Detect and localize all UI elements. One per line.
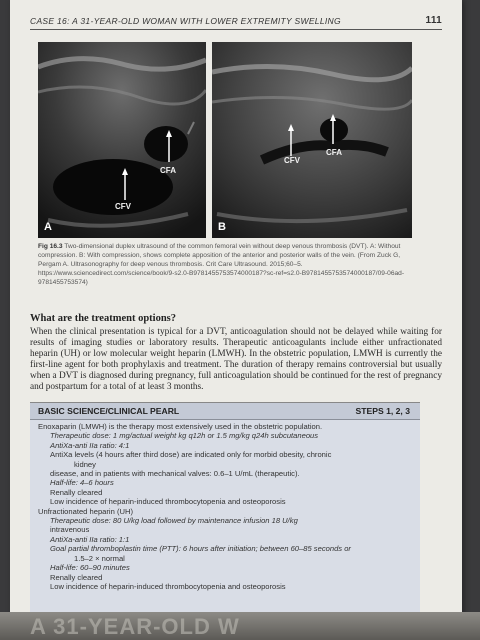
next-page-text: A 31-YEAR-OLD W [30, 614, 240, 639]
running-header [30, 15, 442, 30]
section-heading: What are the treatment options? [30, 313, 177, 324]
pearl-box-body [38, 422, 410, 591]
caption-text: Two-dimensional duplex ultrasound of the common femoral vein without deep venous thrombosis (DVT). A: Without compression. B: With compression, shows complete apposition of the anterior and posterior walls of the vein. (From Zuck G, Pergam A. Ultrasonography for deep venous thrombosis. Crit Care Ultrasound. 2015;60–5. https://www.sciencedirect.com/science/book/9-s2.0-B9781455753574000187?sc-ref=s2.0-B9781455753574000187/09-06ad-9781455753574) [38, 243, 405, 286]
pearl-line: Unfractionated heparin (UH) [38, 506, 133, 516]
pearl-line: Half-life: 60–90 minutes [50, 563, 130, 573]
pearl-line: kidney [74, 459, 96, 469]
header-title: CASE 16: A 31-YEAR-OLD WOMAN WITH LOWER EXTREMITY SWELLING [30, 16, 341, 26]
label-cfv-b: CFV [284, 156, 300, 165]
next-page-edge [0, 612, 480, 640]
pearl-line: Renally cleared [50, 572, 103, 582]
panel-letter-a: A [44, 221, 52, 233]
pearl-line: 1.5–2 × normal [74, 553, 125, 563]
book-page [10, 0, 462, 640]
ultrasound-panel-a [38, 42, 206, 238]
pearl-line: Half-life: 4–6 hours [50, 478, 114, 488]
pearl-line: intravenous [50, 525, 90, 535]
pearl-line: Renally cleared [50, 487, 103, 497]
pearl-line: Goal partial thromboplastin time (PTT): 6 hours after initiation; between 60–85 seconds or [50, 544, 351, 554]
pearl-line: AntiXa-anti IIa ratio: 4:1 [50, 440, 130, 450]
pearl-line: Enoxaparin (LMWH) is the therapy most extensively used in the obstetric population. [38, 422, 323, 431]
panel-letter-b: B [218, 221, 226, 233]
label-cfa-b: CFA [326, 148, 342, 157]
section-body: When the clinical presentation is typical for a DVT, anticoagulation should not be delayed while waiting for results of imaging studies or laboratory results. Therapeutic anticoagulants include either unfractionated heparin (UH) or low molecular weight heparin (LMWH). In the obstetric population, LMWH is currently the first-line agent for both prophylaxis and treatment. The duration of therapy remains controversial but usually when a DVT is diagnosed during pregnancy, full anticoagulation should be continued for the rest of pregnancy and postpartum for a total of at least 3 months. [30, 327, 442, 392]
pearl-line: AntiXa-anti IIa ratio: 1:1 [50, 534, 130, 544]
pearl-line: AntiXa levels (4 hours after third dose) are indicated only for morbid obesity, chronic [50, 450, 332, 460]
label-cfv: CFV [115, 202, 131, 211]
pearl-line: Therapeutic dose: 1 mg/actual weight kg q12h or 1.5 mg/kg q24h subcutaneous [50, 431, 319, 441]
pearl-line: Low incidence of heparin-induced thrombocytopenia and osteoporosis [50, 497, 286, 507]
label-cfa: CFA [160, 166, 176, 175]
pearl-line: Therapeutic dose: 80 U/kg load followed by maintenance infusion 18 U/kg [50, 516, 298, 526]
pearl-line: Low incidence of heparin-induced thrombocytopenia and osteoporosis [50, 581, 286, 591]
pearl-box-header [30, 403, 420, 420]
page-number: 111 [425, 15, 442, 26]
clinical-pearl-box [30, 402, 420, 613]
pearl-box-steps: STEPS 1, 2, 3 [355, 406, 410, 416]
figure-caption [38, 242, 413, 287]
pearl-box-title: BASIC SCIENCE/CLINICAL PEARL [38, 406, 180, 416]
ultrasound-panel-b [212, 42, 412, 238]
pearl-line: disease, and in patients with mechanical valves: 0.6–1 U/mL (therapeutic). [50, 469, 300, 479]
caption-label: Fig 16.3 [38, 243, 63, 250]
